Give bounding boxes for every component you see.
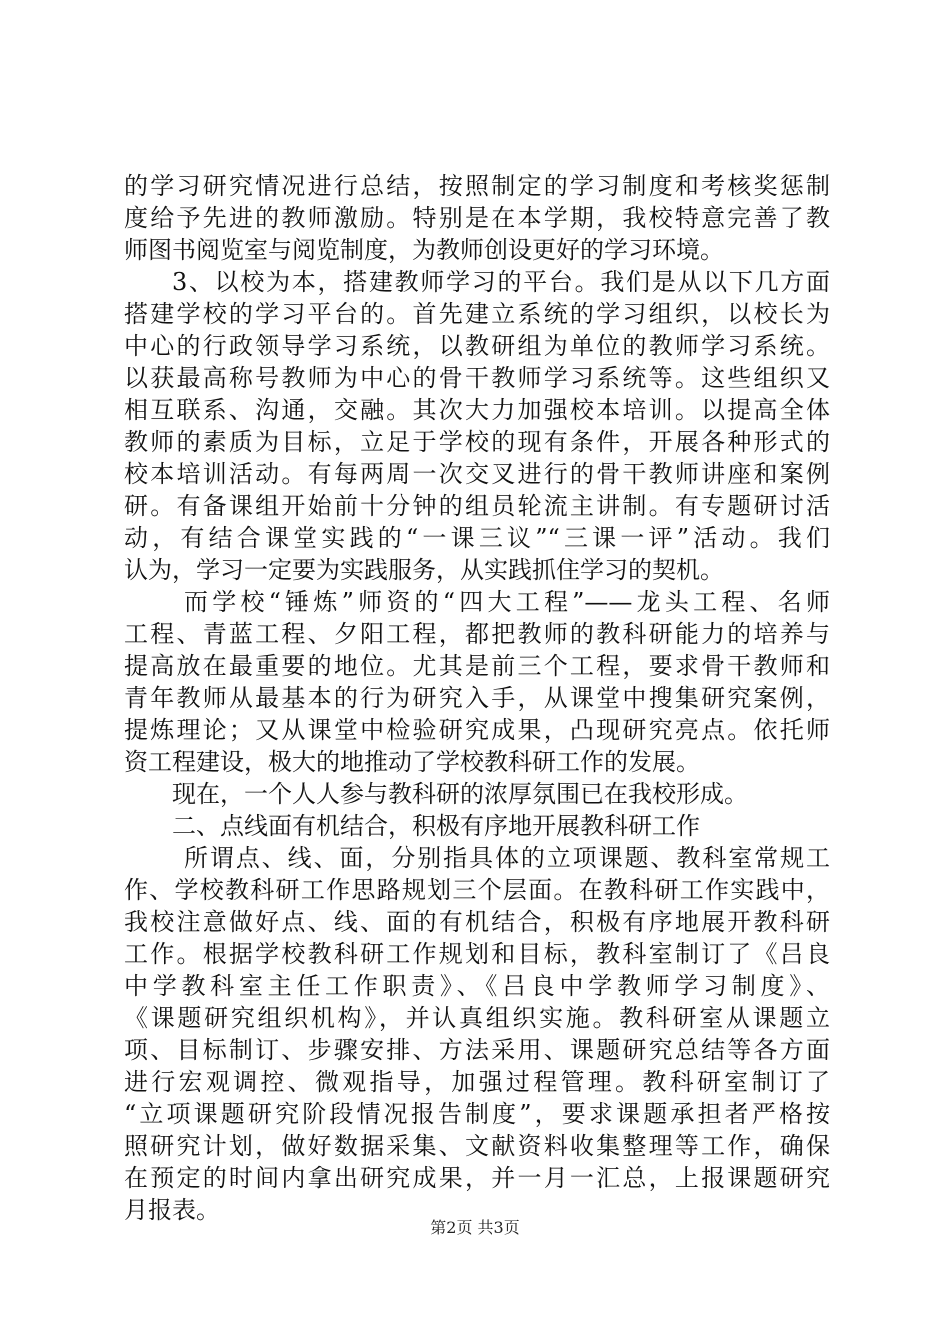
text-line: 现在，一个人人参与教科研的浓厚氛围已在我校形成。	[172, 780, 748, 808]
text-line: 资工程建设，极大的地推动了学校教科研工作的发展。	[124, 748, 700, 776]
text-line: 青年教师从最基本的行为研究入手，从课堂中搜集研究案例，	[124, 684, 830, 712]
text-line: 二、点线面有机结合，积极有序地开展教科研工作	[172, 812, 700, 840]
text-line: 中学教科室主任工作职责》、《吕良中学教师学习制度》、	[124, 972, 830, 1000]
text-line: 提高放在最重要的地位。尤其是前三个工程，要求骨干教师和	[124, 652, 830, 680]
text-line: 中心的行政领导学习系统，以教研组为单位的教师学习系统。	[124, 332, 830, 360]
text-line: 进行宏观调控、微观指导，加强过程管理。教科研室制订了	[124, 1068, 830, 1096]
text-line: 教师的素质为目标，立足于学校的现有条件，开展各种形式的	[124, 428, 830, 456]
text-line: 动，有结合课堂实践的“一课三议”“三课一评”活动。我们	[124, 524, 830, 552]
text-line: 在预定的时间内拿出研究成果，并一月一汇总，上报课题研究	[124, 1164, 830, 1192]
text-line: 校本培训活动。有每两周一次交叉进行的骨干教师讲座和案例	[124, 460, 830, 488]
text-line: 工作。根据学校教科研工作规划和目标，教科室制订了《吕良	[124, 940, 830, 968]
text-line: 提炼理论；又从课堂中检验研究成果，凸现研究亮点。依托师	[124, 716, 830, 744]
text-line: 照研究计划，做好数据采集、文献资料收集整理等工作，确保	[124, 1132, 830, 1160]
text-line: 的学习研究情况进行总结，按照制定的学习制度和考核奖惩制	[124, 172, 830, 200]
text-line: 我校注意做好点、线、面的有机结合，积极有序地展开教科研	[124, 908, 830, 936]
document-body	[124, 170, 830, 1226]
text-line: “立项课题研究阶段情况报告制度”，要求课题承担者严格按	[124, 1100, 830, 1128]
text-line: 项、目标制订、步骤安排、方法采用、课题研究总结等各方面	[124, 1036, 830, 1064]
page-footer: 第2页 共3页	[430, 1218, 520, 1237]
text-line: 研。有备课组开始前十分钟的组员轮流主讲制。有专题研讨活	[124, 492, 830, 520]
text-line: 搭建学校的学习平台的。首先建立系统的学习组织，以校长为	[124, 300, 830, 328]
text-line: 相互联系、沟通，交融。其次大力加强校本培训。以提高全体	[124, 396, 830, 424]
text-line: 以获最高称号教师为中心的骨干教师学习系统等。这些组织又	[124, 364, 830, 392]
text-line: 认为，学习一定要为实践服务，从实践抓住学习的契机。	[124, 556, 724, 584]
text-line: 月报表。	[124, 1196, 220, 1224]
text-line: 3、以校为本，搭建教师学习的平台。我们是从以下几方面	[172, 268, 830, 296]
text-line: 师图书阅览室与阅览制度，为教师创设更好的学习环境。	[124, 236, 724, 264]
text-line: 作、学校教科研工作思路规划三个层面。在教科研工作实践中，	[124, 876, 830, 904]
text-line: 度给予先进的教师激励。特别是在本学期，我校特意完善了教	[124, 204, 830, 232]
text-line: 而学校“锤炼”师资的“四大工程”——龙头工程、名师	[184, 588, 830, 616]
text-line: 所谓点、线、面，分别指具体的立项课题、教科室常规工	[184, 844, 830, 872]
text-line: 《课题研究组织机构》，并认真组织实施。教科研室从课题立	[124, 1004, 830, 1032]
text-line: 工程、青蓝工程、夕阳工程，都把教师的教科研能力的培养与	[124, 620, 830, 648]
